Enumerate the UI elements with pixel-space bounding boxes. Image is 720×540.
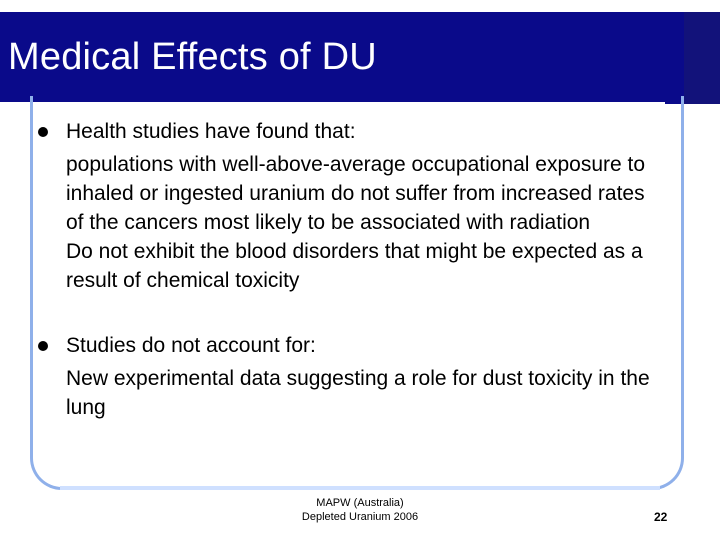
page-number: 22 [654, 510, 668, 524]
bullet-subpoint: populations with well-above-average occupational exposure to inhaled or ingested uranium do not suffer from increased rates of the cancers most likely to be associated with radiation [66, 153, 646, 234]
title-bar-shade [684, 12, 720, 104]
bullet-item [36, 331, 666, 422]
bullet-subpoint: Do not exhibit the blood disorders that might be expected as a result of chemical toxicity [66, 240, 643, 292]
bullet-dot-icon [38, 127, 48, 137]
footer-source [283, 496, 437, 524]
bullet-list [36, 117, 666, 422]
bullet-heading: Studies do not account for: [66, 334, 316, 357]
content-frame-glow [60, 486, 660, 490]
footer-line: Depleted Uranium 2006 [301, 511, 419, 523]
footer-line: MAPW (Australia) [316, 497, 404, 509]
bullet-dot-icon [38, 341, 48, 351]
bullet-heading: Health studies have found that: [66, 120, 356, 143]
title-bar [0, 12, 720, 104]
bullet-item [36, 117, 666, 295]
bullet-subpoint: New experimental data suggesting a role for dust toxicity in the lung [66, 367, 650, 419]
slide-title: Medical Effects of DU [8, 36, 377, 78]
